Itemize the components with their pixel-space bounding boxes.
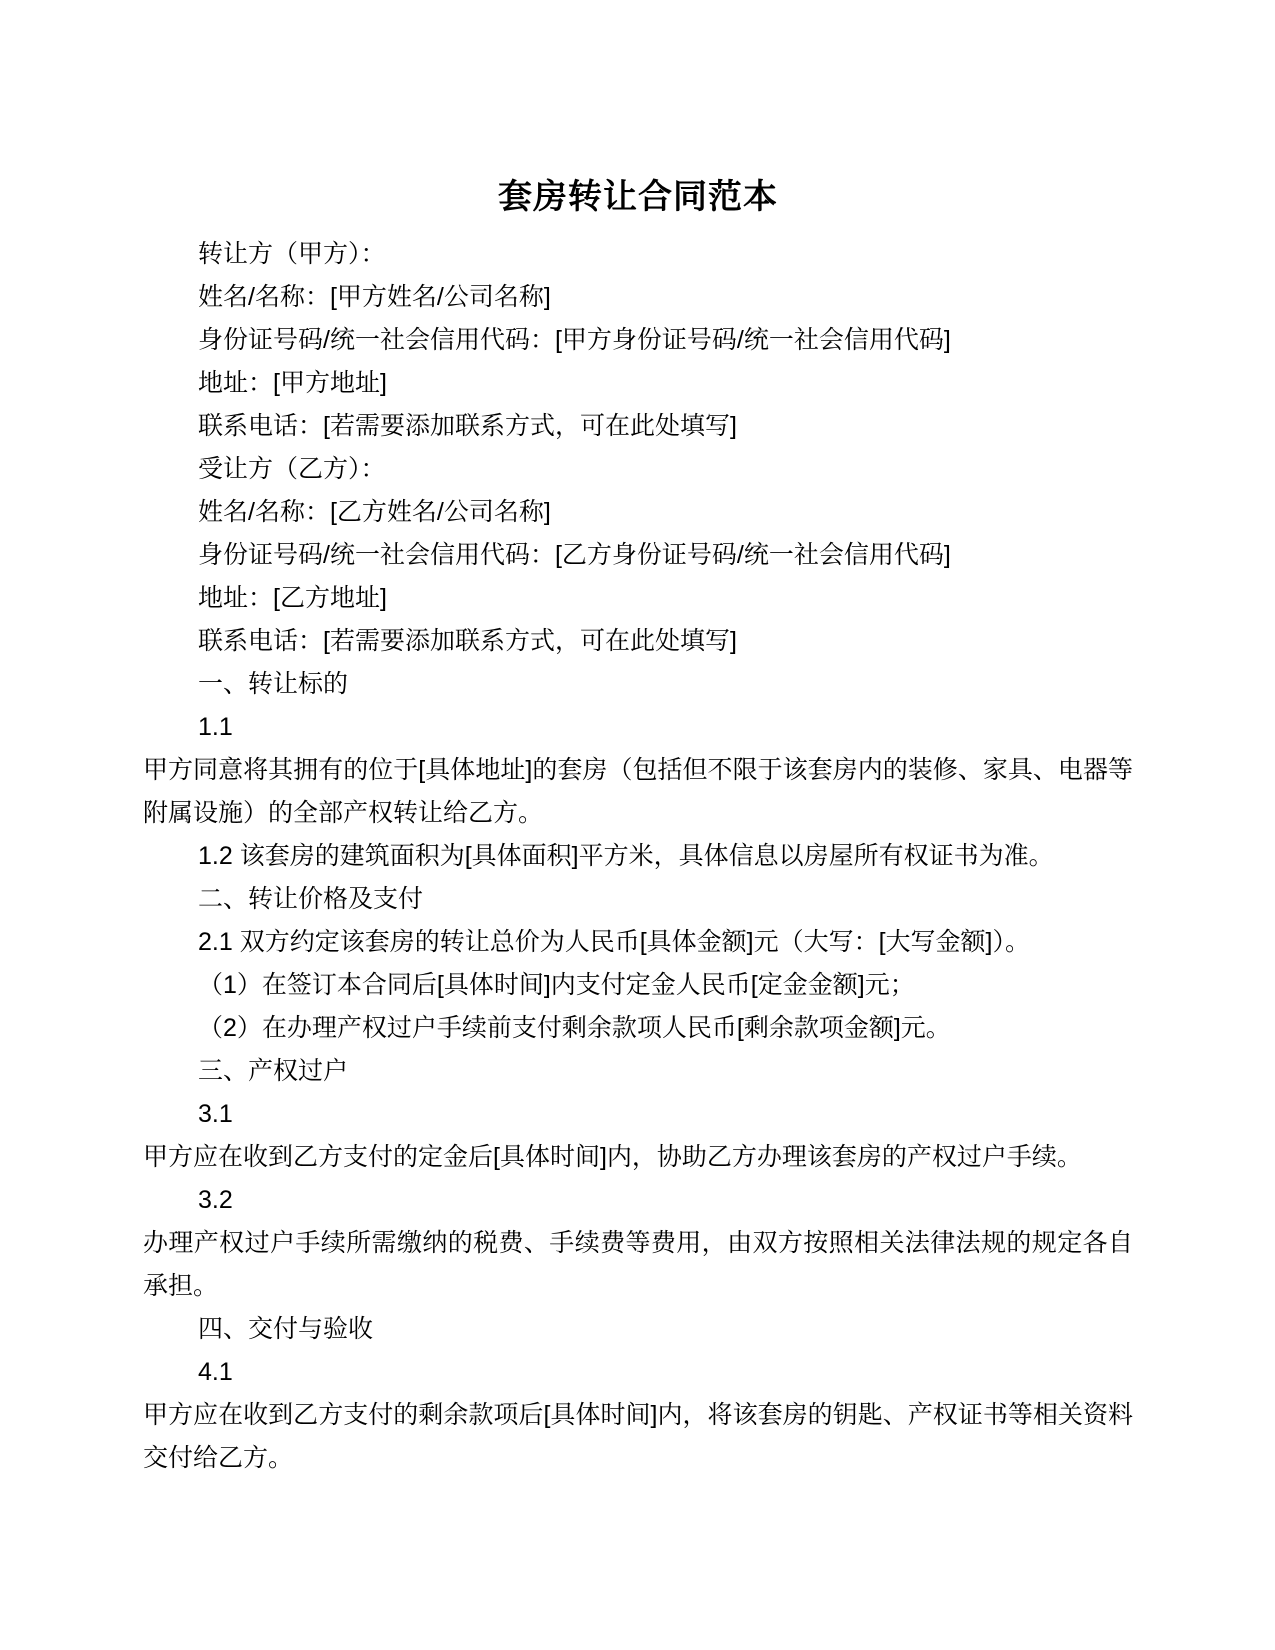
paragraph: 2.1 双方约定该套房的转让总价为人民币[具体金额]元（大写：[大写金额]）。	[198, 928, 1030, 956]
paragraph: 受让方（乙方）：	[198, 455, 386, 483]
paragraph: 一、转让标的	[198, 670, 349, 698]
paragraph: 甲方同意将其拥有的位于[具体地址]的套房（包括但不限于该套房内的装修、家具、电器等附属设施）的全部产权转让给乙方。	[143, 756, 1133, 827]
paragraph: 甲方应在收到乙方支付的定金后[具体时间]内，协助乙方办理该套房的产权过户手续。	[143, 1143, 1082, 1171]
paragraph: 四、交付与验收	[198, 1315, 374, 1343]
paragraph: 3.2	[198, 1186, 233, 1214]
paragraph: 办理产权过户手续所需缴纳的税费、手续费等费用，由双方按照相关法律法规的规定各自承担。	[143, 1229, 1133, 1300]
paragraph: 三、产权过户	[198, 1057, 349, 1085]
document-title: 套房转让合同范本	[498, 178, 778, 216]
paragraph: 4.1	[198, 1358, 233, 1386]
paragraph: 二、转让价格及支付	[198, 885, 424, 913]
paragraph: （1）在签订本合同后[具体时间]内支付定金人民币[定金金额]元；	[198, 971, 915, 999]
paragraph: 1.1	[198, 713, 233, 741]
paragraph: 转让方（甲方）：	[198, 240, 386, 268]
paragraph: 地址：[乙方地址]	[198, 584, 387, 612]
paragraph: 甲方应在收到乙方支付的剩余款项后[具体时间]内，将该套房的钥匙、产权证书等相关资料交付给乙方。	[143, 1401, 1133, 1472]
paragraph: 联系电话：[若需要添加联系方式，可在此处填写]	[198, 412, 737, 440]
document-body	[143, 233, 1133, 1480]
paragraph: 姓名/名称：[甲方姓名/公司名称]	[198, 283, 551, 311]
paragraph: 身份证号码/统一社会信用代码：[甲方身份证号码/统一社会信用代码]	[198, 326, 951, 354]
paragraph: 1.2 该套房的建筑面积为[具体面积]平方米，具体信息以房屋所有权证书为准。	[198, 842, 1054, 870]
paragraph: （2）在办理产权过户手续前支付剩余款项人民币[剩余款项金额]元。	[198, 1014, 951, 1042]
paragraph: 3.1	[198, 1100, 233, 1128]
paragraph: 姓名/名称：[乙方姓名/公司名称]	[198, 498, 551, 526]
paragraph: 身份证号码/统一社会信用代码：[乙方身份证号码/统一社会信用代码]	[198, 541, 951, 569]
paragraph: 联系电话：[若需要添加联系方式，可在此处填写]	[198, 627, 737, 655]
paragraph: 地址：[甲方地址]	[198, 369, 387, 397]
